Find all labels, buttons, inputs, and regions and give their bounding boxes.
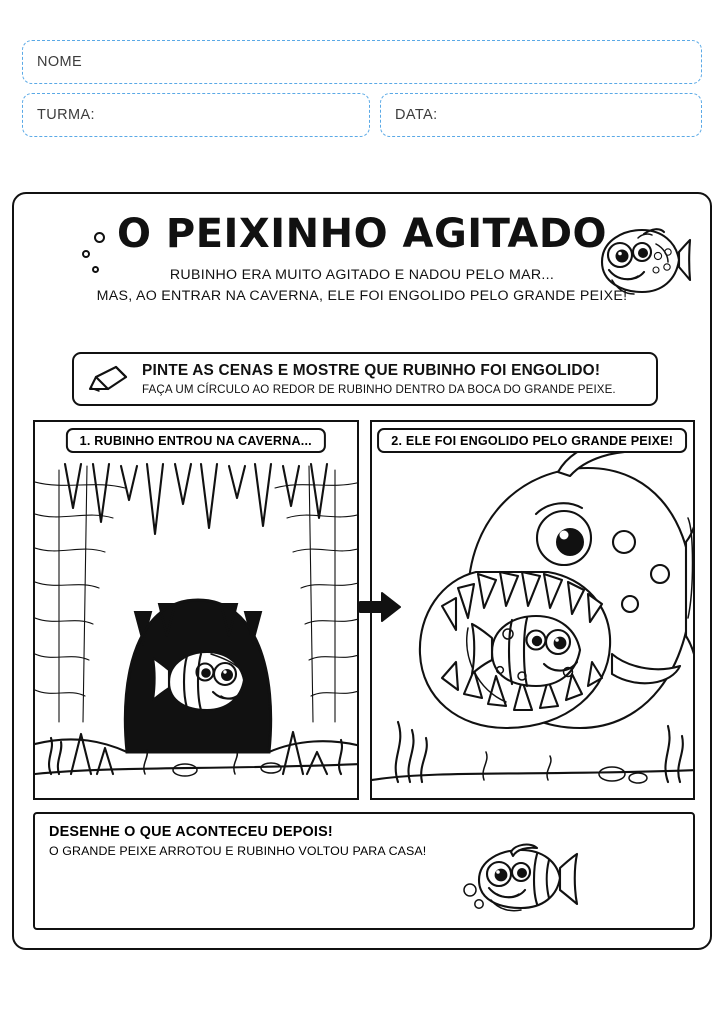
name-field-label: NOME — [37, 54, 83, 70]
subtitle-line-2: MAS, AO ENTRAR NA CAVERNA, ELE FOI ENGOLIDO PELO GRANDE PEIXE! — [96, 288, 628, 305]
draw-next-title: DESENHE O QUE ACONTECEU DEPOIS! — [49, 824, 333, 840]
data-field-label: DATA: — [395, 107, 438, 123]
subtitle-line-1: RUBINHO ERA MUITO AGITADO E NADOU PELO MAR... — [169, 267, 555, 283]
page-title: O PEIXINHO AGITADO — [116, 211, 608, 257]
title-fish-icon — [582, 222, 692, 300]
scene-panels — [33, 420, 695, 800]
bubbles-decoration — [461, 882, 487, 912]
instruction-line-1: PINTE AS CENAS E MOSTRE QUE RUBINHO FOI ENGOLIDO! — [142, 362, 601, 379]
instruction-box — [72, 352, 658, 406]
panel-2-label: 2. ELE FOI ENGOLIDO PELO GRANDE PEIXE! — [377, 428, 687, 453]
panel-big-fish — [370, 420, 696, 800]
name-field[interactable] — [22, 40, 702, 84]
big-fish-scene-illustration — [372, 422, 696, 798]
worksheet-body — [12, 192, 712, 950]
panel-1-label: 1. RUBINHO ENTROU NA CAVERNA... — [66, 428, 326, 453]
instruction-line-2: FAÇA UM CÍRCULO AO REDOR DE RUBINHO DENTRO DA BOCA DO GRANDE PEIXE. — [142, 383, 616, 396]
turma-field-label: TURMA: — [37, 107, 95, 123]
student-info-header — [22, 40, 702, 137]
marker-icon — [86, 363, 132, 395]
data-field[interactable] — [380, 93, 702, 137]
panel-cave — [33, 420, 359, 800]
right-arrow-icon — [358, 590, 402, 624]
draw-next-subtitle: O GRANDE PEIXE ARROTOU E RUBINHO VOLTOU PARA CASA! — [49, 844, 427, 858]
turma-field[interactable] — [22, 93, 370, 137]
draw-next-box[interactable] — [33, 812, 695, 930]
cave-scene-illustration — [35, 422, 359, 798]
